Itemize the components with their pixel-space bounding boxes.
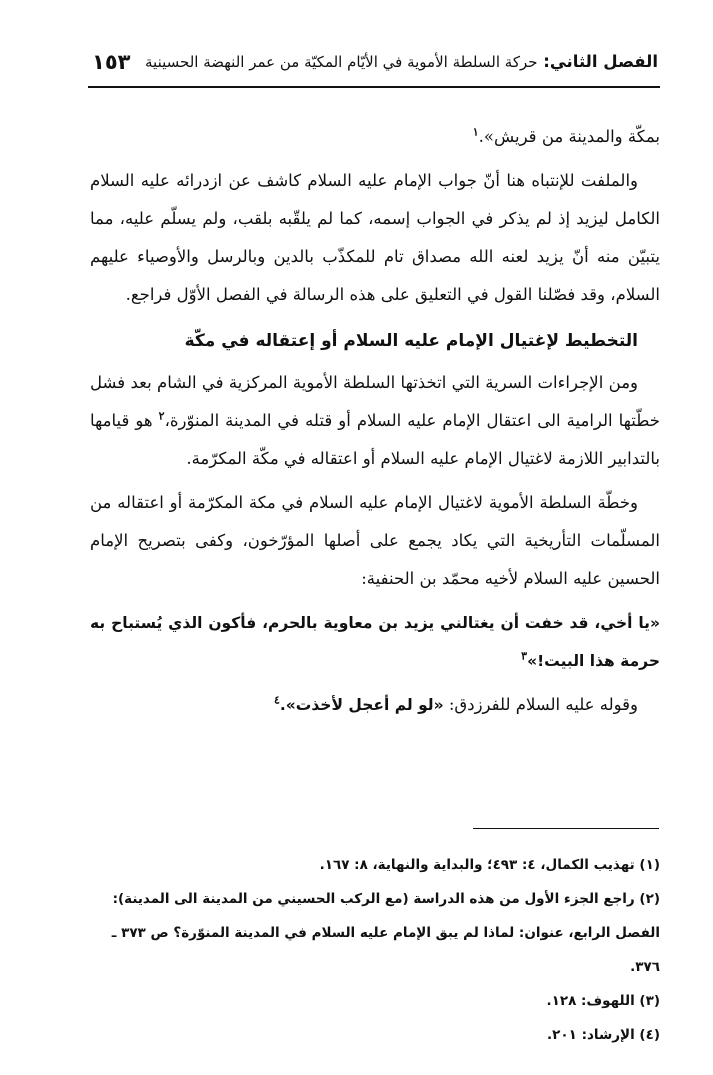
- paragraph: [90, 686, 660, 724]
- paragraph-text: وقوله عليه السلام للفرزدق:: [443, 695, 638, 714]
- quotation-text: «لو لم أعجل لأخذت».: [279, 696, 444, 714]
- main-text: [90, 118, 660, 724]
- page-number: ١٥٣: [92, 50, 131, 74]
- footnote-ref: ١: [472, 125, 479, 139]
- paragraph: [90, 484, 660, 598]
- paragraph: [90, 118, 660, 156]
- section-heading: التخطيط لإغتيال الإمام عليه السلام أو إعتقاله في مكّة: [184, 331, 638, 351]
- footnote: (٤) الإرشاد: ٢٠١.: [547, 1027, 660, 1043]
- footnote-ref: ٤: [273, 693, 280, 707]
- footnote: (٢) راجع الجزء الأول من هذه الدراسة (مع الركب الحسيني من المدينة الى المدينة): الفصل الرابع، عنوان: لماذا لم يبق الإمام عليه السلام في المدينة المنوّرة؟ ص ٣٧٣ ـ ٣٧٦.: [111, 891, 660, 975]
- paragraph-text: والملفت للإنتباه هنا أنّ جواب الإمام عليه السلام كاشف عن ازدرائه عليه السلام الكامل ليزيد إذ لم يذكر في الجواب إسمه، كما لم يلقّبه بلقب، ولم يسلّم عليه، مما يتبيّن منه أنّ يزيد لعنه الله مصداق تام للمكذّب بالدين وبالرسل والأوصياء عليهم السلام، وقد فصّلنا القول في التعليق على هذه الرسالة في الفصل الأوّل فراجع.: [90, 171, 660, 304]
- paragraph-text: وخطّة السلطة الأموية لاغتيال الإمام عليه السلام في مكة المكرّمة أو اعتقاله من المسلّمات التأريخية التي يكاد يجمع على أصلها المؤرّخون، وكفى بتصريح الإمام الحسين عليه السلام لأخيه محمّد بن الحنفية:: [90, 493, 660, 588]
- paragraph: [90, 364, 660, 478]
- quotation: [90, 604, 660, 680]
- paragraph-text: ومن الإجراءات السرية التي اتخذتها السلطة الأموية المركزية في الشام بعد فشل خطّتها الرامية الى اعتقال الإمام عليه السلام أو قتله في المدينة المنوّرة،: [90, 373, 660, 430]
- header-divider: [88, 86, 660, 88]
- footnote: (٣) اللهوف: ١٢٨.: [546, 993, 660, 1009]
- chapter-subtitle: حركة السلطة الأموية في الأيّام المكيّة من عمر النهضة الحسينية: [145, 53, 538, 71]
- quotation-text: «يا أخي، قد خفت أن يغتالني يزيد بن معاوية بالحرم، فأكون الذي يُستباح به حرمة هذا البيت!»: [90, 614, 660, 670]
- footnote-divider: [473, 828, 659, 829]
- footnote-ref: ٢: [158, 409, 165, 423]
- footnotes: [90, 848, 660, 1052]
- chapter-label: الفصل الثاني:: [543, 52, 658, 71]
- paragraph: [90, 162, 660, 314]
- footnote-ref: ٣: [521, 649, 528, 663]
- paragraph-text: هو قيامها بالتدابير اللازمة لاغتيال الإمام عليه السلام أو اعتقاله في مكّة المكرّمة.: [90, 411, 660, 468]
- footnote: (١) تهذيب الكمال، ٤: ٤٩٣؛ والبداية والنهاية، ٨: ١٦٧.: [319, 857, 660, 873]
- paragraph-text: بمكّة والمدينة من قريش».: [478, 127, 660, 146]
- header-title: [145, 52, 658, 71]
